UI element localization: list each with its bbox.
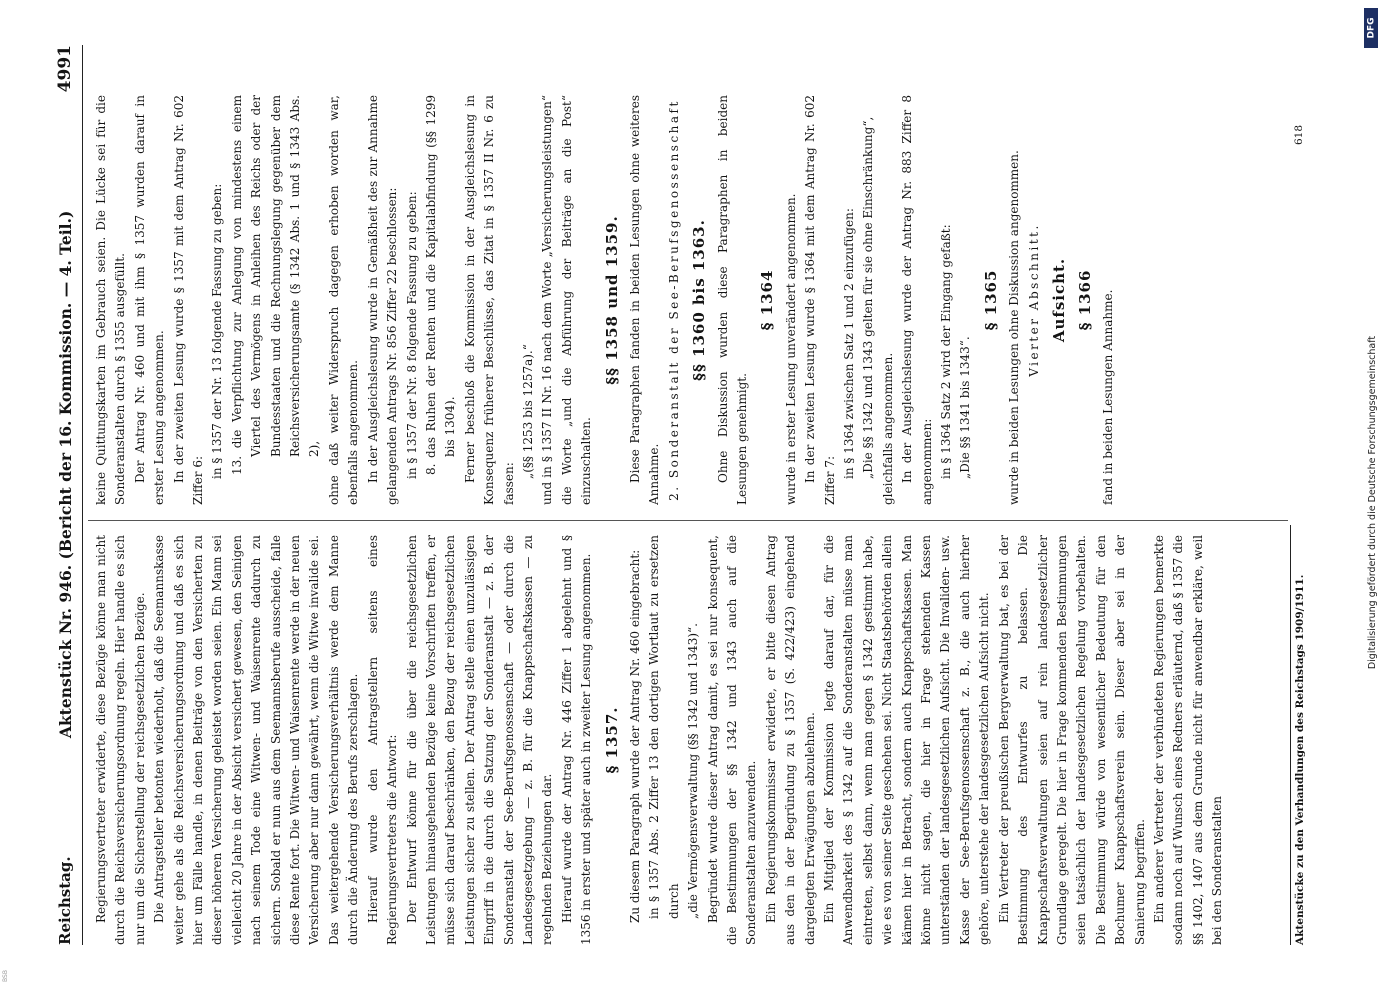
paragraph: In der Ausgleichslesung wurde in Gemäßheit des zur Annahme gelangenden Antrags Nr. 856 Ziffer 22 beschlossen: (365, 95, 400, 505)
paragraph: Hierauf wurde den Antragstellern seitens eines Regierungsvertreters die Antwort: (365, 535, 400, 945)
digitization-note-text: Digitalisierung gefördert durch die Deutsche Forschungsgemeinschaft (1367, 335, 1379, 669)
section-heading: § 1364 (758, 269, 777, 331)
quoted-amendment: in § 1364 Satz 2 wird der Eingang gefaßt: (939, 224, 954, 479)
page-header (50, 45, 83, 945)
paragraph: fand in beiden Lesungen Annahme. (1100, 289, 1115, 505)
paragraph: ohne daß weiter Widerspruch dagegen erhoben worden war, ebenfalls angenommen. (326, 95, 361, 505)
paragraph: Zu diesem Paragraph wurde der Antrag Nr. 460 eingebracht: (627, 549, 642, 923)
paragraph: Ferner beschloß die Kommission in der Ausgleichslesung in Konsequenz früherer Beschlüsse, das Zitat in § 1357 II Nr. 6 zu fassen: (462, 95, 516, 505)
section-heading: § 1366 (1075, 269, 1094, 331)
quoted-amendment: „die Vermögensverwaltung (§§ 1342 und 1343)“. (686, 623, 701, 919)
rotated-document-page (50, 45, 1320, 945)
section-heading: §§ 1358 und 1359. (602, 215, 621, 385)
paragraph: keine Quittungskarten im Gebrauch seien. Die Lücke sei für die Sonderanstalten durch § 1355 ausgefüllt. (94, 95, 128, 505)
quoted-amendment: in § 1357 der Nr. 8 folgende Fassung zu geben: (404, 191, 419, 479)
paragraph: Der Entwurf könne für die über die reichsgesetzlichen Leistungen hinausgehenden Bezüge keine Vorschriften treffen, er müsse sich darauf beschränken, den Bezug der reichsgesetzlichen Leistungen sicher zu stellen. Der Antrag stelle einen unzulässigen Eingriff in die durch die Satzung der Sonderanstalt — z. B. der Sonderanstalt der See-Berufsgenossenschaft — oder durch die Landesgesetzgebung — z. B. für die Knappschaftskassen — zu regelnden Beziehungen dar. (404, 535, 555, 945)
quoted-amendment: „Die §§ 1342 und 1343 gelten für sie ohne Einschränkung“, (861, 116, 876, 479)
right-column (92, 95, 1282, 505)
header-left: Reichstag. (56, 856, 75, 945)
quoted-amendment: „Die §§ 1341 bis 1343“. (958, 336, 973, 479)
page-footer: Aktenstücke zu den Verhandlungen des Reichstags 1909/1911. (1290, 525, 1313, 945)
paragraph: In der zweiten Lesung wurde § 1364 mit dem Antrag Nr. 602 Ziffer 7: (803, 95, 837, 505)
paragraph: Ein Regierungskommissar erwiderte, er bitte diesen Antrag aus den in der Begründung zu § 1357 (S. 422/423) eingehend dargelegten Erwägungen abzulehnen. (763, 535, 817, 945)
dfg-logo (1364, 8, 1378, 48)
quoted-amendment: 13. die Verpflichtung zur Anlegung von mindestens einem Viertel des Vermögens in Anleihen des Reichs oder der Bundesstaaten und die Rechnungslegung gegenüber dem Reichsversicherungsamte (§ 1342 Abs. 1 und § 1343 Abs. 2), (229, 95, 322, 475)
sheet-number: 618 (1293, 124, 1305, 145)
section-heading: § 1365 (981, 269, 1000, 331)
paragraph: Der Antrag Nr. 460 und mit ihm § 1357 wurden darauf in erster Lesung angenommen. (132, 95, 167, 505)
left-column (92, 535, 1282, 945)
quoted-amendment: in § 1357 der Nr. 13 folgende Fassung zu geben: (210, 183, 225, 479)
quoted-amendment: in § 1364 zwischen Satz 1 und 2 einzufügen: (842, 208, 857, 479)
header-title: Aktenstück Nr. 946. (Bericht der 16. Kommission. — 4. Teil.) (56, 210, 76, 739)
section-heading: § 1357. (602, 706, 621, 774)
section-heading: §§ 1360 bis 1363. (690, 219, 709, 381)
quoted-amendment: 8. das Ruhen der Renten und die Kapitalabfindung (§§ 1299 bis 1304). (423, 95, 458, 475)
paragraph: In der zweiten Lesung wurde § 1357 mit dem Antrag Nr. 602 Ziffer 6: (171, 95, 206, 505)
paragraph: Die Antragsteller betonten wiederholt, daß die Seemannskasse weiter gehe als die Reichsversicherungsordnung und daß es sich hier um Fälle handle, in denen Beiträge von den Versicherten zu dieser höheren Versicherung geleistet worden seien. Ein Mann sei vielleicht 20 Jahre in der Absicht versichert gewesen, den Seinigen nach seinem Tode eine Witwen- und Waisenrente dadurch zu sichern. Sobald er nun aus dem Seemannsberufe ausscheide, falle diese Rente fort. Die Witwen- und Waisenrente werde in der neuen Versicherung aber nur dann gewährt, wenn die Witwe invalide sei. Das weitergehende Versicherungsverhältnis werde dem Manne durch die Änderung des Berufs zerschlagen. (152, 535, 361, 945)
paragraph: wurde in erster Lesung unverändert angenommen. (783, 193, 798, 505)
paragraph: wurde in beiden Lesungen ohne Diskussion angenommen. (1007, 150, 1022, 505)
paragraph: Diese Paragraphen fanden in beiden Lesungen ohne weiteres Annahme. (627, 95, 662, 505)
library-stamp: BSB (2, 970, 9, 982)
paragraph: Ohne Diskussion wurden diese Paragraphen in beiden Lesungen genehmigt. (715, 95, 749, 505)
paragraph: Ein Mitglied der Kommission legte darauf dar, für die Anwendbarkeit des § 1342 auf die Sonderanstalten müsse man eintreten, selbst dann, wenn man gegen § 1342 gestimmt habe, wie es von seiner Seite geschehen sei. Nicht Staatsbehörden allein kämen hier in Betracht, sondern auch Knappschaftskassen. Man könne nicht sagen, die hier in Frage stehenden Kassen unterständen der landesgesetzlichen Aufsicht. Die Invaliden- usw. Kasse der See-Berufsgenossenschaft z. B., die auch hierher gehöre, unterstehe der landesgesetzlichen Aufsicht nicht. (822, 535, 992, 945)
paragraph: Ein anderer Vertreter der verbündeten Regierungen bemerkte sodann noch auf Wunsch eines Redners erläuternd, daß § 1357 die §§ 1402, 1407 aus dem Grunde nicht für anwendbar erkläre, weil bei den Sonderanstalten (1151, 535, 1225, 945)
chapter-title: Vierter Abschnitt. (1026, 223, 1041, 377)
paragraph: Ein Vertreter der preußischen Bergverwaltung bat, es bei der Bestimmung des Entwurfes zu belassen. Die Knappschaftsverwaltungen seien auf rein landesgesetzlicher Grundlage geregelt. Die hier in Frage kommenden Bestimmungen seien tatsächlich der landesgesetzlichen Regelung vorbehalten. Die Bestimmung würde von wesentlicher Bedeutung für den Bochumer Knappschaftsverein sein. Dieser aber sei in der Sanierung begriffen. (996, 535, 1147, 945)
paragraph: und in § 1357 II Nr. 16 nach dem Worte „Versicherungsleistungen“ die Worte „und die Abführung der Beiträge an die Post“ einzuschalten. (540, 95, 594, 505)
dfg-logo-text: DFG (1366, 17, 1377, 39)
digitization-note (1366, 52, 1380, 952)
paragraph: Begründet wurde dieser Antrag damit, es sei nur konsequent, die Bestimmungen der §§ 1342 und 1343 auch auf die Sonderanstalten anzuwenden. (705, 535, 759, 945)
chapter-subtitle: Aufsicht. (1050, 257, 1069, 343)
paragraph: In der Ausgleichslesung wurde der Antrag Nr. 883 Ziffer 8 angenommen: (900, 95, 934, 505)
paragraph: gleichfalls angenommen. (880, 352, 895, 505)
column-divider (88, 520, 1288, 521)
paragraph: Hierauf wurde der Antrag Nr. 446 Ziffer 1 abgelehnt und § 1356 in erster und später auch in zweiter Lesung angenommen. (559, 535, 594, 945)
quoted-amendment: in § 1357 Abs. 2 Ziffer 13 den dortigen Wortlaut zu ersetzen durch (647, 535, 681, 919)
quoted-amendment: „(§§ 1253 bis 1257a).“ (520, 344, 535, 479)
paragraph: Regierungsvertreter erwiderte, diese Bezüge könne man nicht durch die Reichsversicherungsordnung regeln. Hier handle es sich nur um die Sicherstellung der reichsgesetzlichen Bezüge. (94, 535, 147, 945)
page-number: 4991 (55, 45, 76, 93)
subsection-title: 2. Sonderanstalt der See-Berufsgenossenschaft (666, 99, 681, 501)
